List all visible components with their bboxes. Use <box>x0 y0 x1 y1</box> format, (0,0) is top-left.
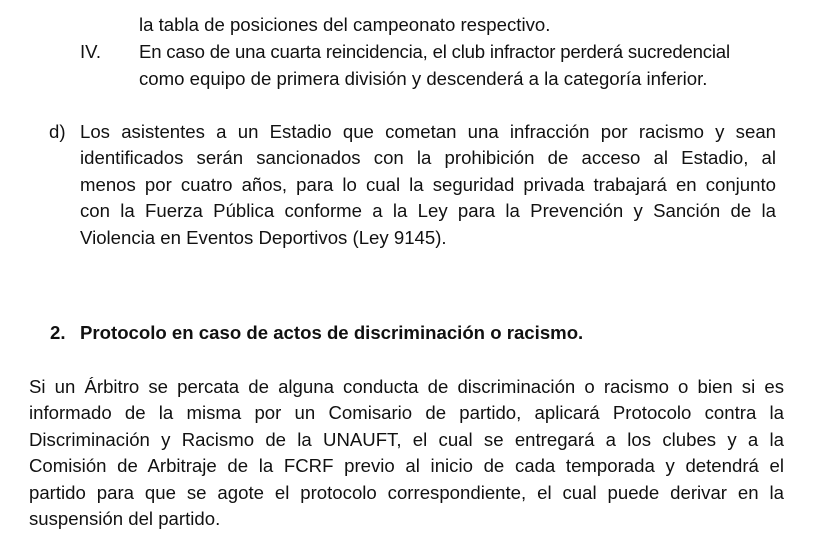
item-d-line-2: identificados serán sancionados con la prohibición de acceso al Estadio, al <box>80 147 776 168</box>
roman-list-continuation-line: la tabla de posiciones del campeonato respectivo. <box>139 14 551 35</box>
roman-item-iv-line-1: En caso de una cuarta reincidencia, el club infractor perderá sucredencial <box>139 41 730 62</box>
paragraph-line-6: suspensión del partido. <box>29 508 221 529</box>
item-d-line-4: con la Fuerza Pública conforme a la Ley para la Prevención y Sanción de la <box>80 200 776 221</box>
section-2-number: 2. <box>50 322 66 343</box>
roman-item-iv-line-2: como equipo de primera división y descenderá a la categoría inferior. <box>139 68 708 89</box>
roman-numeral-iv: IV. <box>80 41 102 62</box>
item-d-marker: d) <box>49 121 66 142</box>
paragraph-line-1: Si un Árbitro se percata de alguna conducta de discriminación o racismo o bien si es <box>29 376 784 397</box>
paragraph-line-5: partido para que se agote el protocolo correspondiente, el cual puede derivar en la <box>29 482 784 503</box>
item-d-line-3: menos por cuatro años, para lo cual la seguridad privada trabajará en conjunto <box>80 174 776 195</box>
item-d-line-1: Los asistentes a un Estadio que cometan una infracción por racismo y sean <box>80 121 776 142</box>
paragraph-line-2: informado de la misma por un Comisario de partido, aplicará Protocolo contra la <box>29 402 784 423</box>
section-2-heading: Protocolo en caso de actos de discriminación o racismo. <box>80 322 584 343</box>
paragraph-line-3: Discriminación y Racismo de la UNAUFT, el cual se entregará a los clubes y a la <box>29 429 784 450</box>
paragraph-line-4: Comisión de Arbitraje de la FCRF previo al inicio de cada temporada y detendrá el <box>29 455 784 476</box>
item-d-line-5: Violencia en Eventos Deportivos (Ley 9145). <box>80 227 447 248</box>
